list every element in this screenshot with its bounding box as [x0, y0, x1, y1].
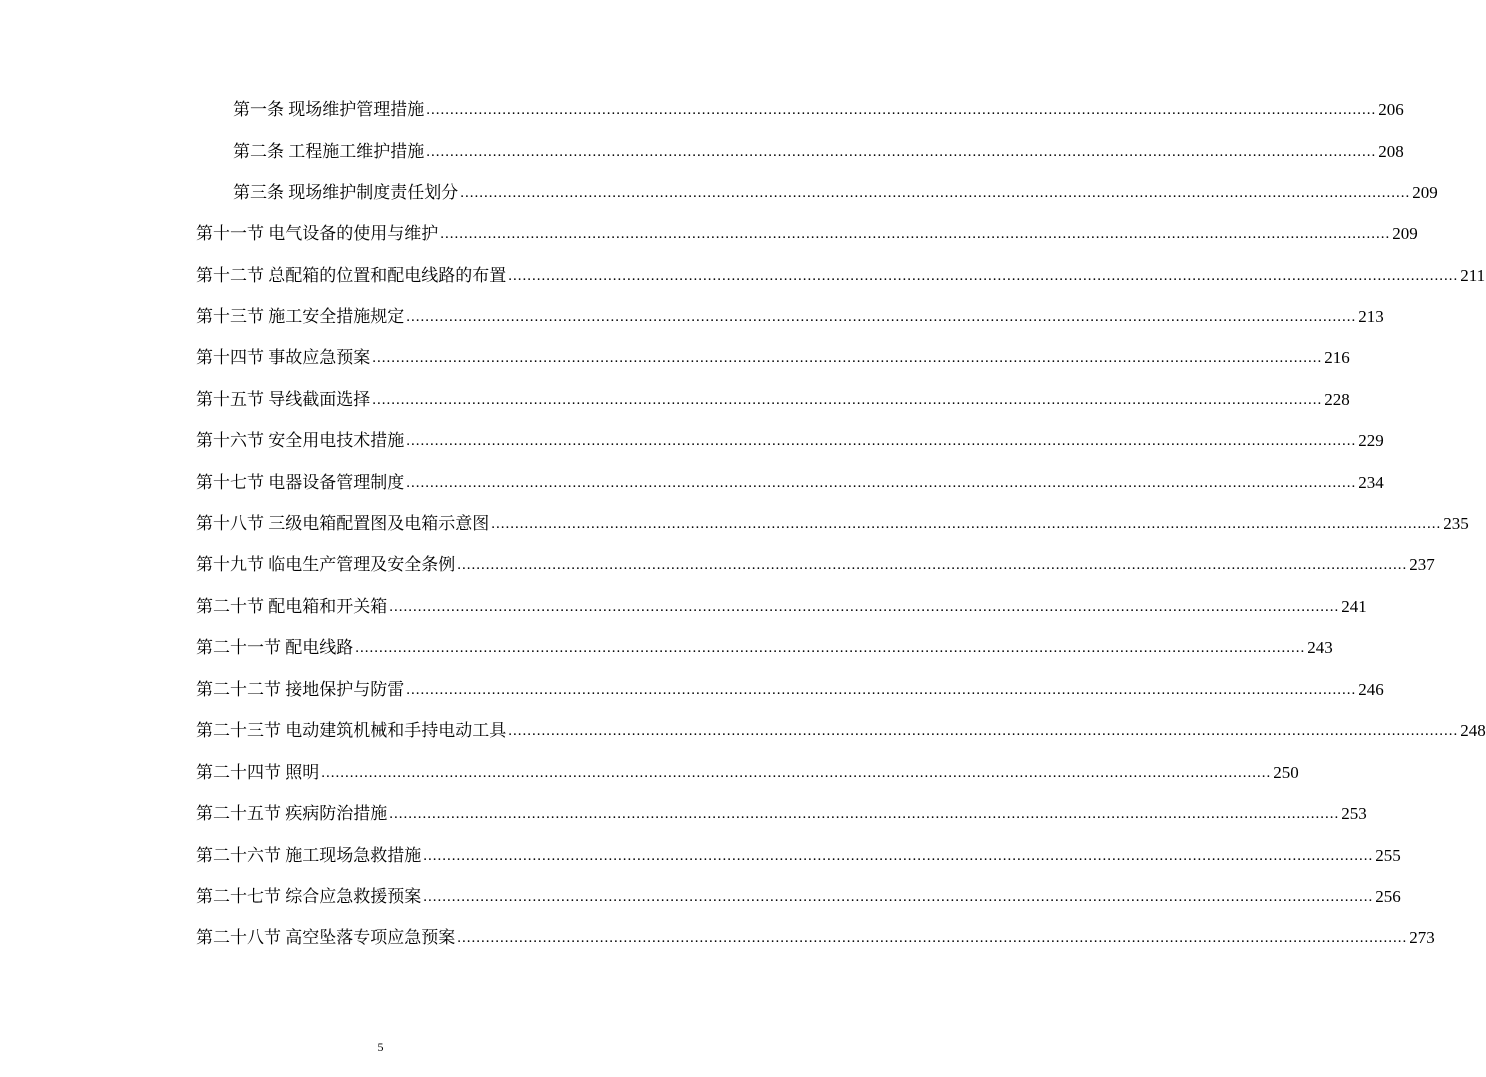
toc-entry[interactable]	[196, 678, 1384, 702]
toc-leader-dots: ........................................................................................................................................................................................................	[440, 226, 1391, 242]
toc-entry[interactable]	[196, 388, 1350, 412]
toc-leader-dots: ........................................................................................................................................................................................................	[491, 516, 1442, 532]
toc-entry[interactable]	[196, 802, 1367, 826]
toc-entry-title: 第十二节 总配箱的位置和配电线路的布置	[196, 266, 507, 285]
toc-entry-title: 第十六节 安全用电技术措施	[196, 431, 405, 450]
page-number: 5	[377, 1040, 384, 1054]
toc-leader-dots: ........................................................................................................................................................................................................	[389, 599, 1340, 615]
toc-entry-page: 228	[1324, 390, 1350, 409]
toc-entry[interactable]	[233, 140, 1404, 164]
toc-entry[interactable]	[196, 844, 1401, 868]
toc-entry-title: 第三条 现场维护制度责任划分	[233, 183, 459, 202]
toc-entry[interactable]	[196, 636, 1333, 660]
toc-entry-title: 第二十四节 照明	[196, 763, 320, 782]
toc-entry-page: 241	[1341, 597, 1367, 616]
toc-entry[interactable]	[196, 429, 1384, 453]
toc-entry-title: 第二十八节 高空坠落专项应急预案	[196, 928, 456, 947]
toc-leader-dots: ........................................................................................................................................................................................................	[460, 185, 1411, 201]
toc-entry-page: 208	[1378, 142, 1404, 161]
toc-leader-dots: ........................................................................................................................................................................................................	[423, 848, 1374, 864]
toc-entry[interactable]	[196, 595, 1367, 619]
toc-entry-title: 第二十二节 接地保护与防雷	[196, 680, 405, 699]
toc-leader-dots: ........................................................................................................................................................................................................	[508, 268, 1459, 284]
toc-entry-page: 256	[1375, 887, 1401, 906]
toc-entry[interactable]	[196, 553, 1435, 577]
toc-entry[interactable]	[196, 512, 1469, 536]
toc-entry-page: 234	[1358, 473, 1384, 492]
toc-leader-dots: ........................................................................................................................................................................................................	[355, 640, 1306, 656]
toc-entry[interactable]	[196, 346, 1350, 370]
toc-entry-page: 206	[1378, 100, 1404, 119]
toc-entry[interactable]	[196, 471, 1384, 495]
toc-entry-page: 246	[1358, 680, 1384, 699]
toc-leader-dots: ........................................................................................................................................................................................................	[406, 309, 1357, 325]
toc-entry-title: 第二十七节 综合应急救援预案	[196, 887, 422, 906]
toc-entry-page: 209	[1412, 183, 1438, 202]
toc-entry-page: 213	[1358, 307, 1384, 326]
toc-leader-dots: ........................................................................................................................................................................................................	[406, 433, 1357, 449]
toc-entry[interactable]	[233, 181, 1438, 205]
toc-leader-dots: ........................................................................................................................................................................................................	[372, 392, 1323, 408]
toc-leader-dots: ........................................................................................................................................................................................................	[389, 806, 1340, 822]
toc-entry-title: 第十三节 施工安全措施规定	[196, 307, 405, 326]
toc-entry[interactable]	[196, 264, 1486, 288]
toc-leader-dots: ........................................................................................................................................................................................................	[457, 557, 1408, 573]
toc-entry-page: 235	[1443, 514, 1469, 533]
toc-entry-page: 216	[1324, 348, 1350, 367]
toc-leader-dots: ........................................................................................................................................................................................................	[406, 682, 1357, 698]
toc-entry-title: 第二十六节 施工现场急救措施	[196, 846, 422, 865]
toc-entry[interactable]	[196, 926, 1435, 950]
toc-entry-title: 第十一节 电气设备的使用与维护	[196, 224, 439, 243]
toc-entry-title: 第一条 现场维护管理措施	[233, 100, 425, 119]
toc-leader-dots: ........................................................................................................................................................................................................	[426, 102, 1377, 118]
toc-leader-dots: ........................................................................................................................................................................................................	[508, 723, 1459, 739]
toc-entry-page: 243	[1307, 638, 1333, 657]
toc-entry-page: 248	[1460, 721, 1486, 740]
toc-entry-page: 211	[1460, 266, 1486, 285]
toc-entry-title: 第十七节 电器设备管理制度	[196, 473, 405, 492]
toc-entry-page: 273	[1409, 928, 1435, 947]
toc-entry-page: 253	[1341, 804, 1367, 823]
toc-entry-title: 第十八节 三级电箱配置图及电箱示意图	[196, 514, 490, 533]
toc-leader-dots: ........................................................................................................................................................................................................	[426, 144, 1377, 160]
toc-entry[interactable]	[196, 305, 1384, 329]
toc-entry-title: 第十五节 导线截面选择	[196, 390, 371, 409]
toc-entry[interactable]	[196, 761, 1299, 785]
toc-entry-title: 第十四节 事故应急预案	[196, 348, 371, 367]
toc-entry-title: 第二十五节 疾病防治措施	[196, 804, 388, 823]
toc-entry[interactable]	[196, 885, 1401, 909]
toc-entry-title: 第二条 工程施工维护措施	[233, 142, 425, 161]
toc-entry-page: 250	[1273, 763, 1299, 782]
toc-entry-page: 229	[1358, 431, 1384, 450]
toc-leader-dots: ........................................................................................................................................................................................................	[423, 889, 1374, 905]
toc-entry-title: 第十九节 临电生产管理及安全条例	[196, 555, 456, 574]
toc-leader-dots: ........................................................................................................................................................................................................	[406, 475, 1357, 491]
toc-leader-dots: ........................................................................................................................................................................................................	[321, 765, 1272, 781]
toc-entry-title: 第二十三节 电动建筑机械和手持电动工具	[196, 721, 507, 740]
toc-leader-dots: ........................................................................................................................................................................................................	[457, 930, 1408, 946]
toc-leader-dots: ........................................................................................................................................................................................................	[372, 350, 1323, 366]
toc-entry-page: 255	[1375, 846, 1401, 865]
toc-entry-title: 第二十节 配电箱和开关箱	[196, 597, 388, 616]
toc-entry[interactable]	[196, 222, 1418, 246]
toc-entry[interactable]	[196, 719, 1486, 743]
toc-entry-page: 209	[1392, 224, 1418, 243]
toc-entry[interactable]	[233, 98, 1404, 122]
toc-entry-page: 237	[1409, 555, 1435, 574]
toc-entry-title: 第二十一节 配电线路	[196, 638, 354, 657]
